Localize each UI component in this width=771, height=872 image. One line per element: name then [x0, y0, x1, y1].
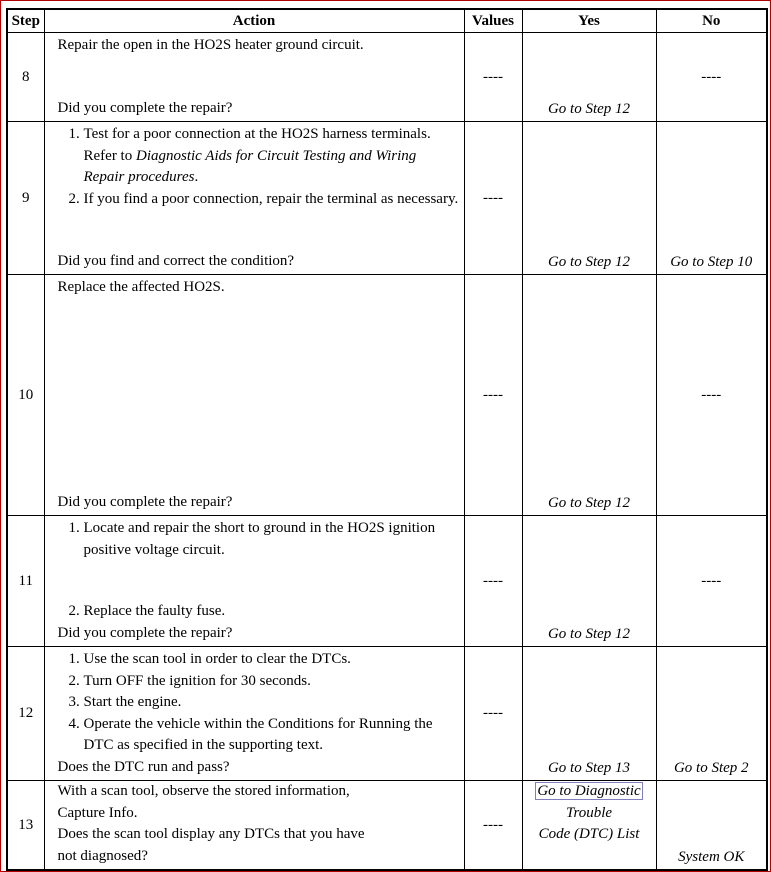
- step-number: 9: [7, 122, 44, 275]
- header-row: [7, 9, 767, 33]
- value: ----: [464, 275, 522, 516]
- table-row: [7, 516, 767, 647]
- header-action: Action: [44, 9, 464, 33]
- value: ----: [464, 781, 522, 871]
- action-text: Capture Info.: [57, 804, 138, 821]
- value: ----: [464, 122, 522, 275]
- header-step: Step: [7, 9, 44, 33]
- no-value: ----: [656, 33, 767, 122]
- step-number: 12: [7, 647, 44, 781]
- action-item: 2. Turn OFF the ignition for 30 seconds.: [84, 671, 460, 693]
- yes-link[interactable]: Go to Diagnostic: [537, 783, 641, 799]
- action-item: 2. If you find a poor connection, repair the terminal as necessary.: [84, 189, 460, 211]
- yes-link-line[interactable]: Code (DTC) List: [538, 826, 640, 842]
- yes-link-line[interactable]: Trouble: [565, 804, 613, 821]
- yes-link[interactable]: Go to Step 12: [547, 100, 631, 117]
- diagnostic-table: [6, 8, 768, 871]
- action-question: Did you complete the repair?: [57, 99, 233, 116]
- action-list: [58, 124, 460, 210]
- action-question: Did you complete the repair?: [57, 624, 233, 641]
- no-link[interactable]: Go to Step 10: [670, 253, 753, 270]
- table-row: [7, 781, 767, 871]
- value: ----: [464, 33, 522, 122]
- action-question: Does the DTC run and pass?: [57, 758, 230, 775]
- reference-link[interactable]: Diagnostic Aids for Circuit Testing and Wiring Repair procedures: [83, 147, 417, 185]
- action-item: 2. Replace the faulty fuse.: [84, 601, 460, 623]
- action-item: 1. Test for a poor connection at the HO2S harness terminals. Refer to Diagnostic Aids for Circuit Testing and Wiring Repair procedures.: [84, 124, 460, 189]
- action-text: With a scan tool, observe the stored information,: [57, 783, 350, 799]
- yes-link[interactable]: Go to Step 12: [547, 494, 631, 511]
- no-link[interactable]: Go to Step 2: [673, 759, 749, 776]
- value: ----: [464, 516, 522, 647]
- yes-link[interactable]: Go to Step 12: [547, 253, 631, 270]
- header-yes: Yes: [522, 9, 656, 33]
- action-item: 4. Operate the vehicle within the Conditions for Running the DTC as specified in the supporting text.: [84, 714, 460, 757]
- action-item: 1. Locate and repair the short to ground in the HO2S ignition positive voltage circuit.: [84, 518, 460, 561]
- table-row: [7, 647, 767, 781]
- table-row: [7, 122, 767, 275]
- action-text: Repair the open in the HO2S heater ground circuit.: [57, 37, 364, 53]
- no-result: System OK: [678, 848, 745, 865]
- action-item: 1. Use the scan tool in order to clear the DTCs.: [84, 649, 460, 671]
- step-number: 10: [7, 275, 44, 516]
- no-value: ----: [656, 275, 767, 516]
- no-value: ----: [656, 516, 767, 647]
- action-item: 3. Start the engine.: [84, 692, 460, 714]
- action-question: Does the scan tool display any DTCs that you have not diagnosed?: [57, 826, 365, 864]
- header-values: Values: [464, 9, 522, 33]
- table-row: [7, 33, 767, 122]
- action-question: Did you complete the repair?: [57, 493, 233, 510]
- table-row: [7, 275, 767, 516]
- step-number: 13: [7, 781, 44, 871]
- action-question: Did you find and correct the condition?: [57, 252, 295, 269]
- step-number: 11: [7, 516, 44, 647]
- yes-link[interactable]: Go to Step 12: [547, 625, 631, 642]
- step-number: 8: [7, 33, 44, 122]
- header-no: No: [656, 9, 767, 33]
- action-text: Replace the affected HO2S.: [57, 279, 225, 295]
- value: ----: [464, 647, 522, 781]
- yes-link[interactable]: Go to Step 13: [547, 759, 631, 776]
